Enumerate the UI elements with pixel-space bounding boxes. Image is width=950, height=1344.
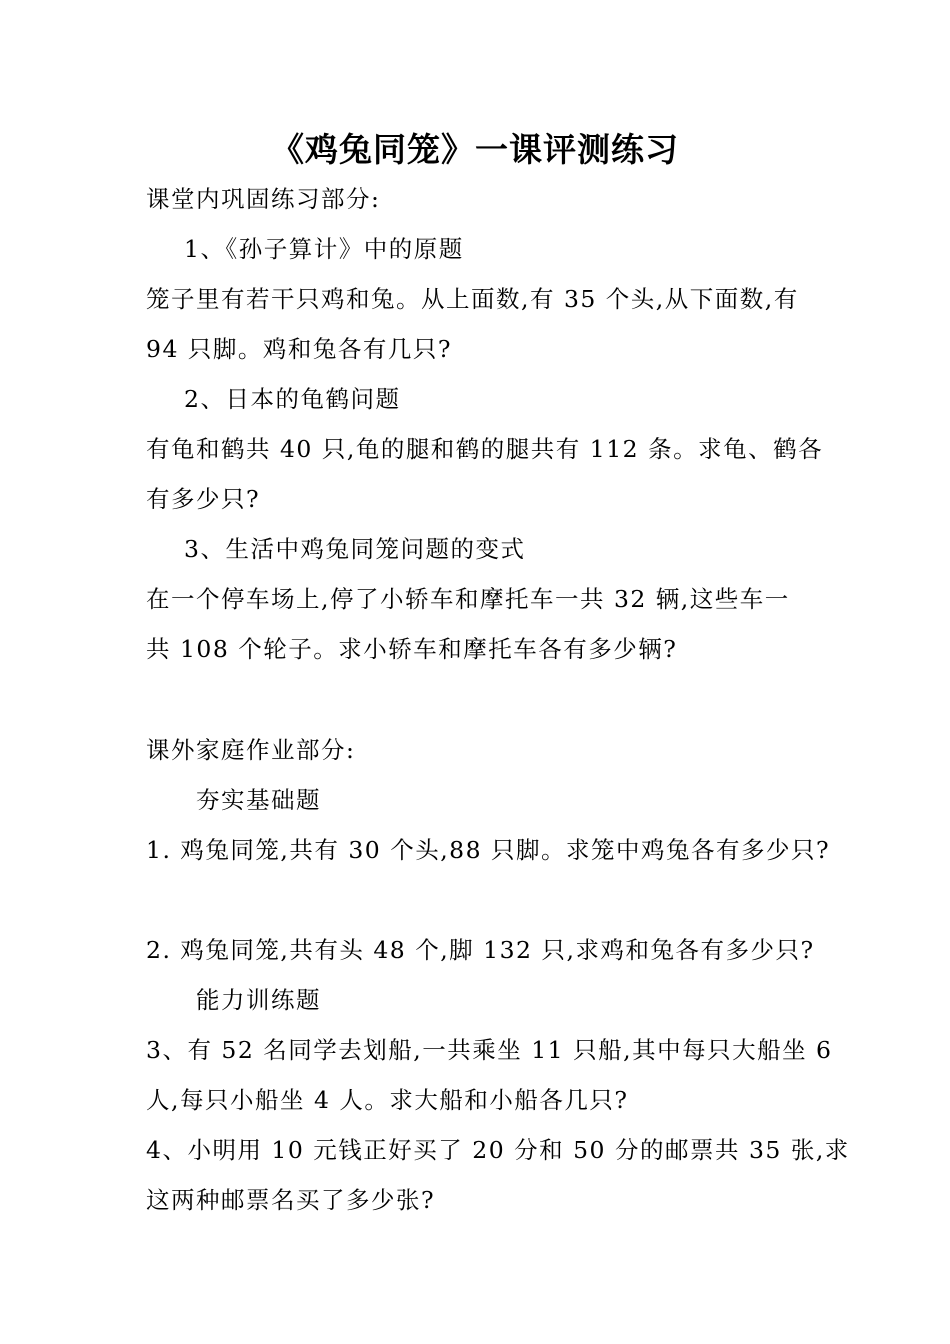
section-heading-homework: 课外家庭作业部分: (146, 736, 356, 764)
exercise-text-line: 笼子里有若干只鸡和兔。从上面数,有 35 个头,从下面数,有 (146, 285, 799, 313)
subsection-heading-basic: 夯实基础题 (196, 786, 321, 814)
homework-problem-2: 2. 鸡兔同笼,共有头 48 个,脚 132 只,求鸡和兔各有多少只? (146, 936, 815, 964)
exercise-text-line: 在一个停车场上,停了小轿车和摩托车一共 32 辆,这些车一 (146, 585, 790, 613)
homework-problem-4-cont: 这两种邮票名买了多少张? (146, 1186, 436, 1214)
exercise-text-line: 有龟和鹤共 40 只,龟的腿和鹤的腿共有 112 条。求龟、鹤各 (146, 435, 824, 463)
exercise-heading-3: 3、生活中鸡兔同笼问题的变式 (184, 535, 526, 563)
exercise-heading-1: 1、《孙子算计》中的原题 (184, 235, 464, 263)
section-heading-classroom: 课堂内巩固练习部分: (146, 185, 381, 213)
exercise-text-line: 94 只脚。鸡和兔各有几只? (146, 335, 452, 363)
exercise-text-line: 有多少只? (146, 485, 261, 513)
exercise-text-line: 共 108 个轮子。求小轿车和摩托车各有多少辆? (146, 635, 678, 663)
homework-problem-3: 3、有 52 名同学去划船,一共乘坐 11 只船,其中每只大船坐 6 (146, 1036, 833, 1064)
homework-problem-4: 4、小明用 10 元钱正好买了 20 分和 50 分的邮票共 35 张,求 (146, 1136, 850, 1164)
subsection-heading-ability: 能力训练题 (196, 986, 321, 1014)
homework-problem-3-cont: 人,每只小船坐 4 人。求大船和小船各几只? (146, 1086, 629, 1114)
page-title: 《鸡兔同笼》一课评测练习 (271, 130, 679, 169)
homework-problem-1: 1. 鸡兔同笼,共有 30 个头,88 只脚。求笼中鸡兔各有多少只? (146, 836, 831, 864)
exercise-heading-2: 2、日本的龟鹤问题 (184, 385, 401, 413)
